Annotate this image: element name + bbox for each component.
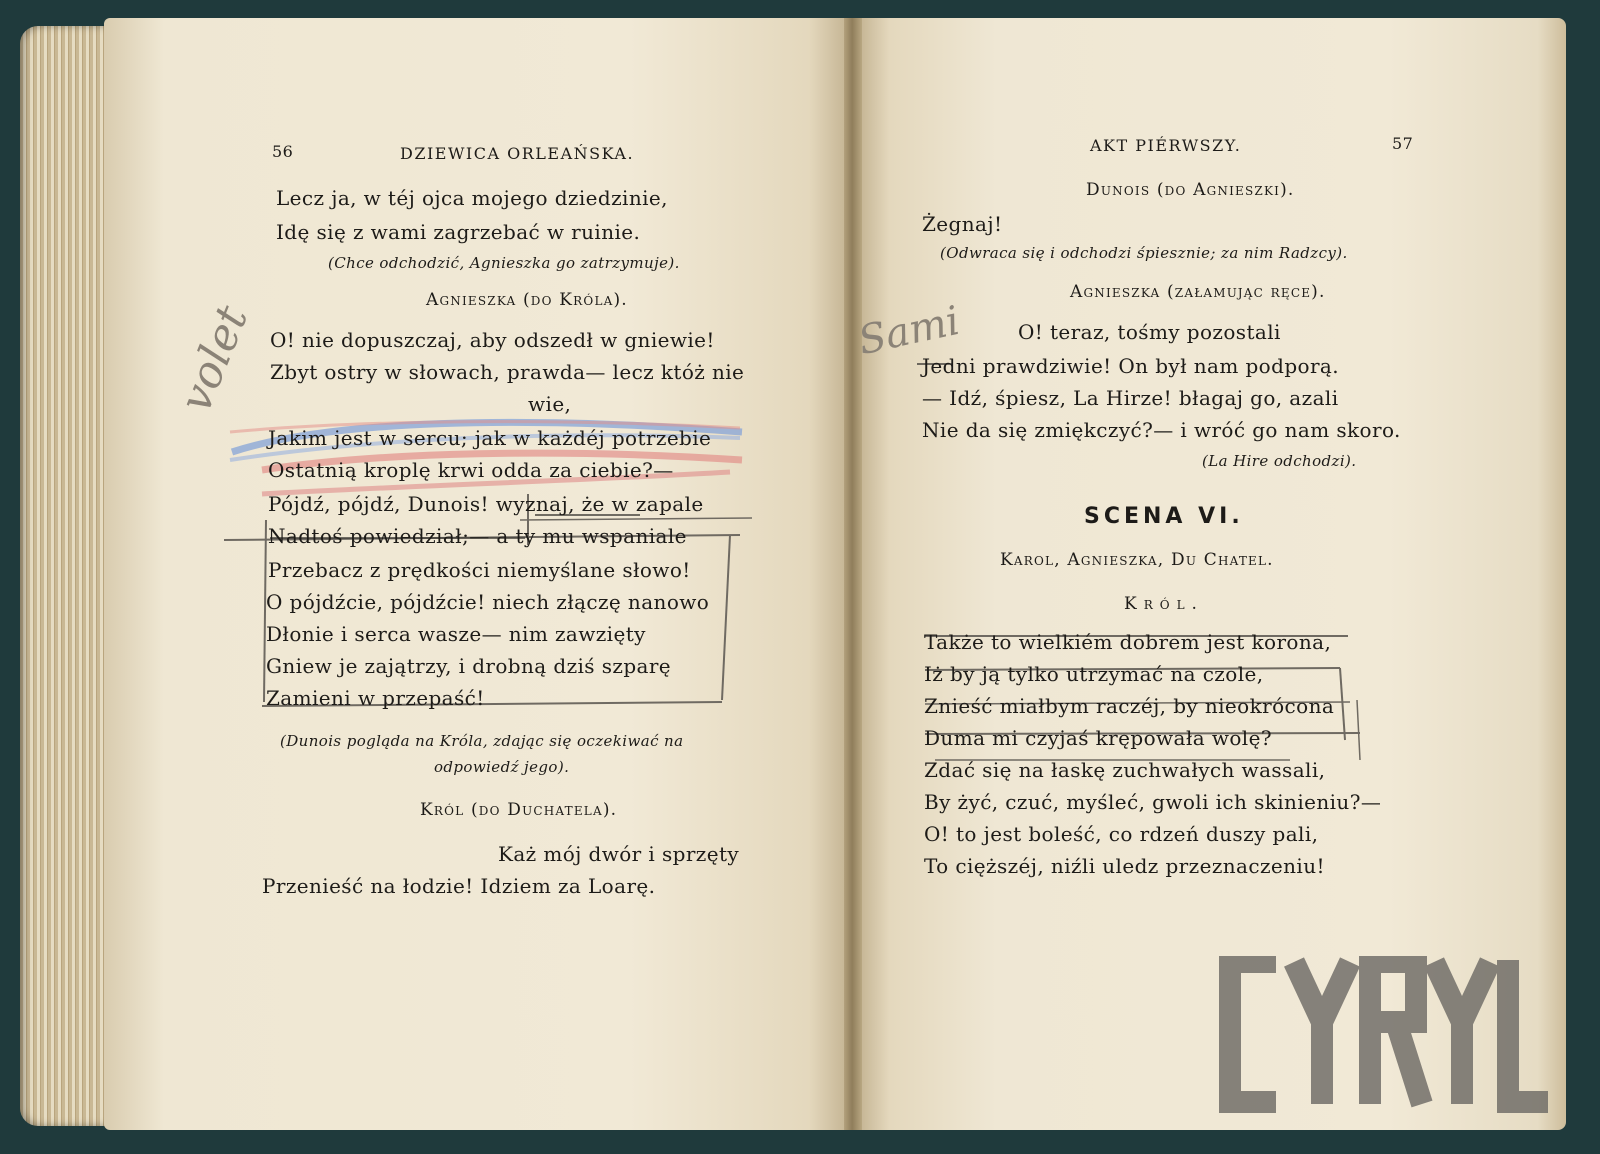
scene-cast: Karol, Agnieszka, Du Chatel.	[1000, 550, 1274, 570]
stage-direction: (Chce odchodzić, Agnieszka go zatrzymuje).	[328, 254, 680, 272]
verse-line: Nadtoś powiedział;— a ty mu wspaniale	[268, 524, 687, 548]
speaker-name: Król.	[1124, 594, 1204, 614]
verse-line: Gniew je zajątrzy, i drobną dziś szparę	[266, 654, 672, 678]
cyryl-watermark-logo	[1218, 956, 1548, 1116]
verse-line: Duma mi czyjaś krępowała wolę?	[924, 726, 1272, 750]
verse-line: Idę się z wami zagrzebać w ruinie.	[276, 220, 641, 244]
verse-line: Dłonie i serca wasze— nim zawzięty	[266, 622, 646, 646]
verse-line: Każ mój dwór i sprzęty	[498, 842, 740, 866]
speaker-name: Agnieszka (do Króla).	[426, 290, 628, 310]
scene-title: SCENA VI.	[1084, 504, 1244, 529]
speaker-name: Agnieszka (załamując ręce).	[1070, 282, 1326, 302]
speaker-name: Dunois (do Agnieszki).	[1086, 180, 1295, 200]
verse-line: Zamieni w przepaść!	[266, 686, 485, 710]
verse-line: O! nie dopuszczaj, aby odszedł w gniewie!	[270, 328, 715, 352]
left-running-head: DZIEWICA ORLEAŃSKA.	[400, 144, 635, 163]
verse-line: Przebacz z prędkości niemyślane słowo!	[268, 558, 691, 582]
right-running-head: AKT PIÉRWSZY.	[1090, 136, 1242, 155]
verse-line: — Idź, śpiesz, La Hirze! błagaj go, azali	[922, 386, 1339, 410]
verse-line: Żegnaj!	[922, 212, 1003, 236]
verse-line: wie,	[528, 392, 572, 416]
verse-line: Także to wielkiém dobrem jest korona,	[924, 630, 1332, 654]
verse-line: O! to jest boleść, co rdzeń duszy pali,	[924, 822, 1319, 846]
verse-line: Zdać się na łaskę zuchwałych wassali,	[924, 758, 1326, 782]
verse-line: Przenieść na łodzie! Idziem za Loarę.	[262, 874, 656, 898]
verse-line: Iż by ją tylko utrzymać na czole,	[924, 662, 1264, 686]
verse-line: By żyć, czuć, myśleć, gwoli ich skinieniu?—	[924, 790, 1382, 814]
verse-line: O! teraz, tośmy pozostali	[1018, 320, 1281, 344]
verse-line: Nie da się zmiękczyć?— i wróć go nam skoro.	[922, 418, 1401, 442]
verse-line: O pójdźcie, pójdźcie! niech złączę nanowo	[266, 590, 710, 614]
stage-direction: (Odwraca się i odchodzi śpiesznie; za nim Radzcy).	[940, 244, 1348, 262]
right-page-number: 57	[1392, 134, 1414, 153]
verse-line: Znieść miałbym raczéj, by nieokrócona	[924, 694, 1335, 718]
margin-note-right: Sami	[854, 297, 964, 365]
verse-line: Ostatnią kroplę krwi odda za ciebie?—	[268, 458, 674, 482]
stage-direction: (Dunois pogląda na Króla, zdając się oczekiwać na	[280, 732, 684, 750]
margin-note-left: volet	[170, 298, 259, 420]
stage-direction: (La Hire odchodzi).	[1202, 452, 1357, 470]
speaker-name: Król (do Duchatela).	[420, 800, 618, 820]
verse-line: Zbyt ostry w słowach, prawda— lecz któż nie	[270, 360, 745, 384]
stage-direction: odpowiedź jego).	[434, 758, 570, 776]
verse-line: To cięższéj, niźli uledz przeznaczeniu!	[924, 854, 1325, 878]
verse-line: Jedni prawdziwie! On był nam podporą.	[922, 354, 1340, 378]
verse-line: Lecz ja, w téj ojca mojego dziedzinie,	[276, 186, 668, 210]
left-page-number: 56	[272, 142, 294, 161]
verse-line: Pójdź, pójdź, Dunois! wyznaj, że w zapale	[268, 492, 704, 516]
verse-line: Jakim jest w sercu; jak w każdéj potrzebie	[268, 426, 712, 450]
